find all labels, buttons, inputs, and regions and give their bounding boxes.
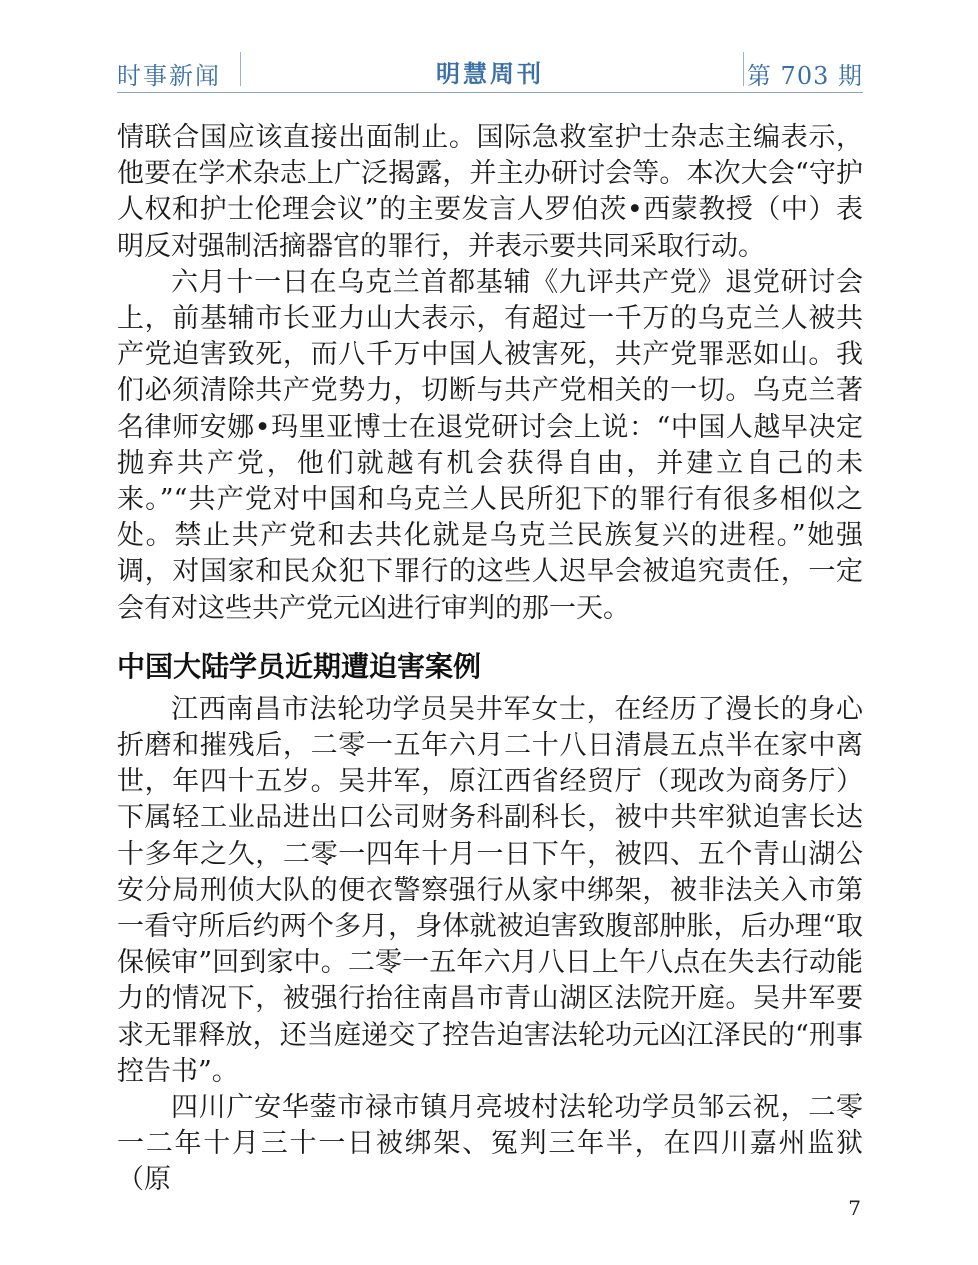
header-divider-right — [743, 52, 744, 86]
journal-title: 明慧周刊 — [436, 60, 544, 88]
paragraph-continued: 情联合国应该直接出面制止。国际急救室护士杂志主编表示，他要在学术杂志上广泛揭露，并主办研讨会等。本次大会“守护人权和护士伦理会议”的主要发言人罗伯茨•西蒙教授（中）表明反对强制活摘器官的罪行，并表示要共同采取行动。 — [117, 122, 863, 262]
page-number: 7 — [848, 1196, 861, 1220]
header-rule — [117, 92, 863, 93]
page-header — [117, 46, 863, 92]
article-body — [117, 120, 863, 1199]
paragraph-kyiv-seminar: 六月十一日在乌克兰首都基辅《九评共产党》退党研讨会上，前基辅市长亚力山大表示，有超过一千万的乌克兰人被共产党迫害致死，而八千万中国人被害死，共产党罪恶如山。我们必须清除共产党势力，切断与共产党相关的一切。乌克兰著名律师安娜•玛里亚博士在退党研讨会上说：“中国人越早决定抛弃共产党，他们就越有机会获得自由，并建立自己的未来。”“共产党对中国和乌克兰人民所犯下的罪行有很多相似之处。禁止共产党和去共化就是乌克兰民族复兴的进程。”她强调，对国家和民众犯下罪行的这些人迟早会被追究责任，一定会有对这些共产党元凶进行审判的那一天。 — [117, 266, 863, 624]
paragraph-case-sichuan: 四川广安华蓥市禄市镇月亮坡村法轮功学员邹云祝，二零一二年十月三十一日被绑架、冤判三年半，在四川嘉州监狱（原 — [117, 1092, 863, 1196]
section-heading: 中国大陆学员近期遭迫害案例 — [117, 649, 482, 683]
section-label: 时事新闻 — [117, 62, 221, 90]
paragraph-case-jiangxi: 江西南昌市法轮功学员吴井军女士，在经历了漫长的身心折磨和摧残后，二零一五年六月二十八日清晨五点半在家中离世，年四十五岁。吴井军，原江西省经贸厅（现改为商务厅）下属轻工业品进出口公司财务科副科长，被中共牢狱迫害长达十多年之久，二零一四年十月一日下午，被四、五个青山湖公安分局刑侦大队的便衣警察强行从家中绑架，被非法关入市第一看守所后约两个多月，身体就被迫害致腹部肿胀，后办理“取保候审”回到家中。二零一五年六月八日上午八点在失去行动能力的情况下，被强行抬往南昌市青山湖区法院开庭。吴井军要求无罪释放，还当庭递交了控告迫害法轮功元凶江泽民的“刑事控告书”。 — [117, 693, 863, 1087]
issue-number: 第 703 期 — [746, 62, 863, 90]
